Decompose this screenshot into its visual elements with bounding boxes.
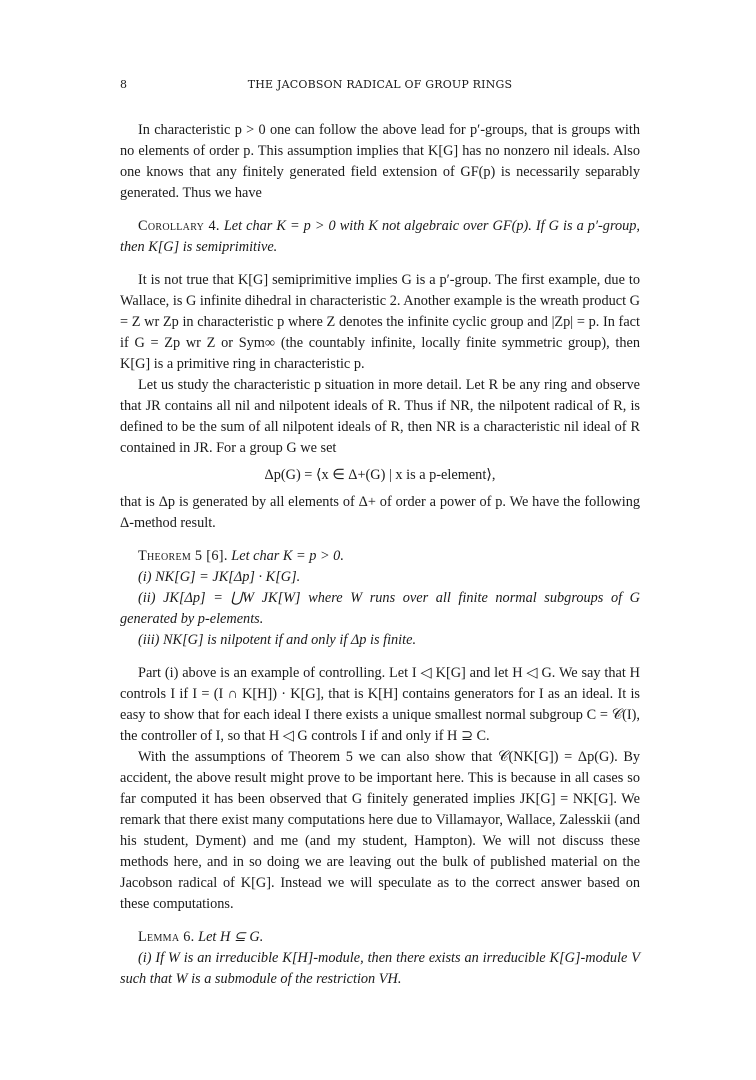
page-number: 8 bbox=[120, 78, 128, 91]
theorem-part-iii: (iii) NK[G] is nilpotent if and only if Δp is finite. bbox=[138, 632, 417, 648]
paragraph-computations: With the assumptions of Theorem 5 we can also show that 𝒞(NK[G]) = Δp(G). By accident, the above result might prove to be important here. This is because in all cases so far computed it has been observed that G finitely generated implies JK[G] = NK[G]. We remark that there exist many computations here due to Villamayor, Wallace, Zalesskii (and his student, Dyment) and me (and my student, Hampton). We will not discuss these methods here, and in so doing we are leaving out the bulk of published material on the Jacobson radical of K[G]. Instead we will speculate as to the correct answer based on these computations. bbox=[120, 749, 640, 912]
paragraph-delta-method: that is Δp is generated by all elements of Δ+ of order a power of p. We have the following Δ-method result. bbox=[120, 494, 640, 531]
lemma-6 bbox=[120, 927, 640, 948]
corollary-heading: Corollary 4. bbox=[138, 218, 220, 234]
lemma-heading: Lemma 6. bbox=[138, 929, 195, 945]
paragraph-p-prime-groups: In characteristic p > 0 one can follow the above lead for p′-groups, that is groups with no elements of order p. This assumption implies that K[G] has no nonzero nil ideals. Also one knows that any finitely generated field extension of GF(p) is necessarily separably generated. Thus we have bbox=[120, 122, 640, 201]
theorem-5 bbox=[120, 546, 640, 567]
running-header bbox=[120, 78, 640, 98]
paragraph-nilpotent-radical: Let us study the characteristic p situation in more detail. Let R be any ring and observe that JR contains all nil and nilpotent ideals of R. Thus if NR, the nilpotent radical of R, is defined to be the sum of all nilpotent ideals of R, then NR is a characteristic nil ideal of R contained in JR. For a group G we set bbox=[120, 377, 640, 456]
paragraph-controlling: Part (i) above is an example of controlling. Let I ◁ K[G] and let H ◁ G. We say that H controls I if I = (I ∩ K[H]) · K[G], that is K[H] contains generators for I as an ideal. It is easy to show that for each ideal I there exists a unique smallest normal subgroup C = 𝒞(I), the controller of I, so that H ◁ G controls I if and only if H ⊇ C. bbox=[120, 665, 640, 744]
corollary-statement: Let char K = p > 0 with K not algebraic over GF(p). If G is a p′-group, then K[G] is semiprimitive. bbox=[120, 218, 641, 255]
paragraph-semiprimitive-examples: It is not true that K[G] semiprimitive implies G is a p′-group. The first example, due to Wallace, is G infinite dihedral in characteristic 2. Another example is the wreath product G = Z wr Zp in characteristic p where Z denotes the infinite cyclic group and |Zp| = p. In fact if G = Zp wr Z or Sym∞ (the countably infinite, locally finite symmetric group), then K[G] is a primitive ring in characteristic p. bbox=[120, 272, 640, 372]
lemma-part-i: (i) If W is an irreducible K[H]-module, then there exists an irreducible K[G]-module V such that W is a submodule of the restriction VH. bbox=[120, 950, 640, 987]
running-title: THE JACOBSON RADICAL OF GROUP RINGS bbox=[247, 78, 513, 91]
theorem-intro: Let char K = p > 0. bbox=[231, 548, 344, 564]
display-formula-delta-p: Δp(G) = ⟨x ∈ Δ+(G) | x is a p-element⟩, bbox=[264, 467, 496, 483]
lemma-intro: Let H ⊆ G. bbox=[198, 929, 264, 945]
theorem-part-i: (i) NK[G] = JK[Δp] · K[G]. bbox=[138, 569, 301, 585]
theorem-part-ii: (ii) JK[Δp] = ⋃W JK[W] where W runs over all finite normal subgroups of G generated by p-elements. bbox=[120, 590, 640, 627]
page bbox=[120, 78, 640, 990]
theorem-heading: Theorem 5 [6]. bbox=[138, 548, 228, 564]
corollary-4 bbox=[120, 216, 640, 258]
